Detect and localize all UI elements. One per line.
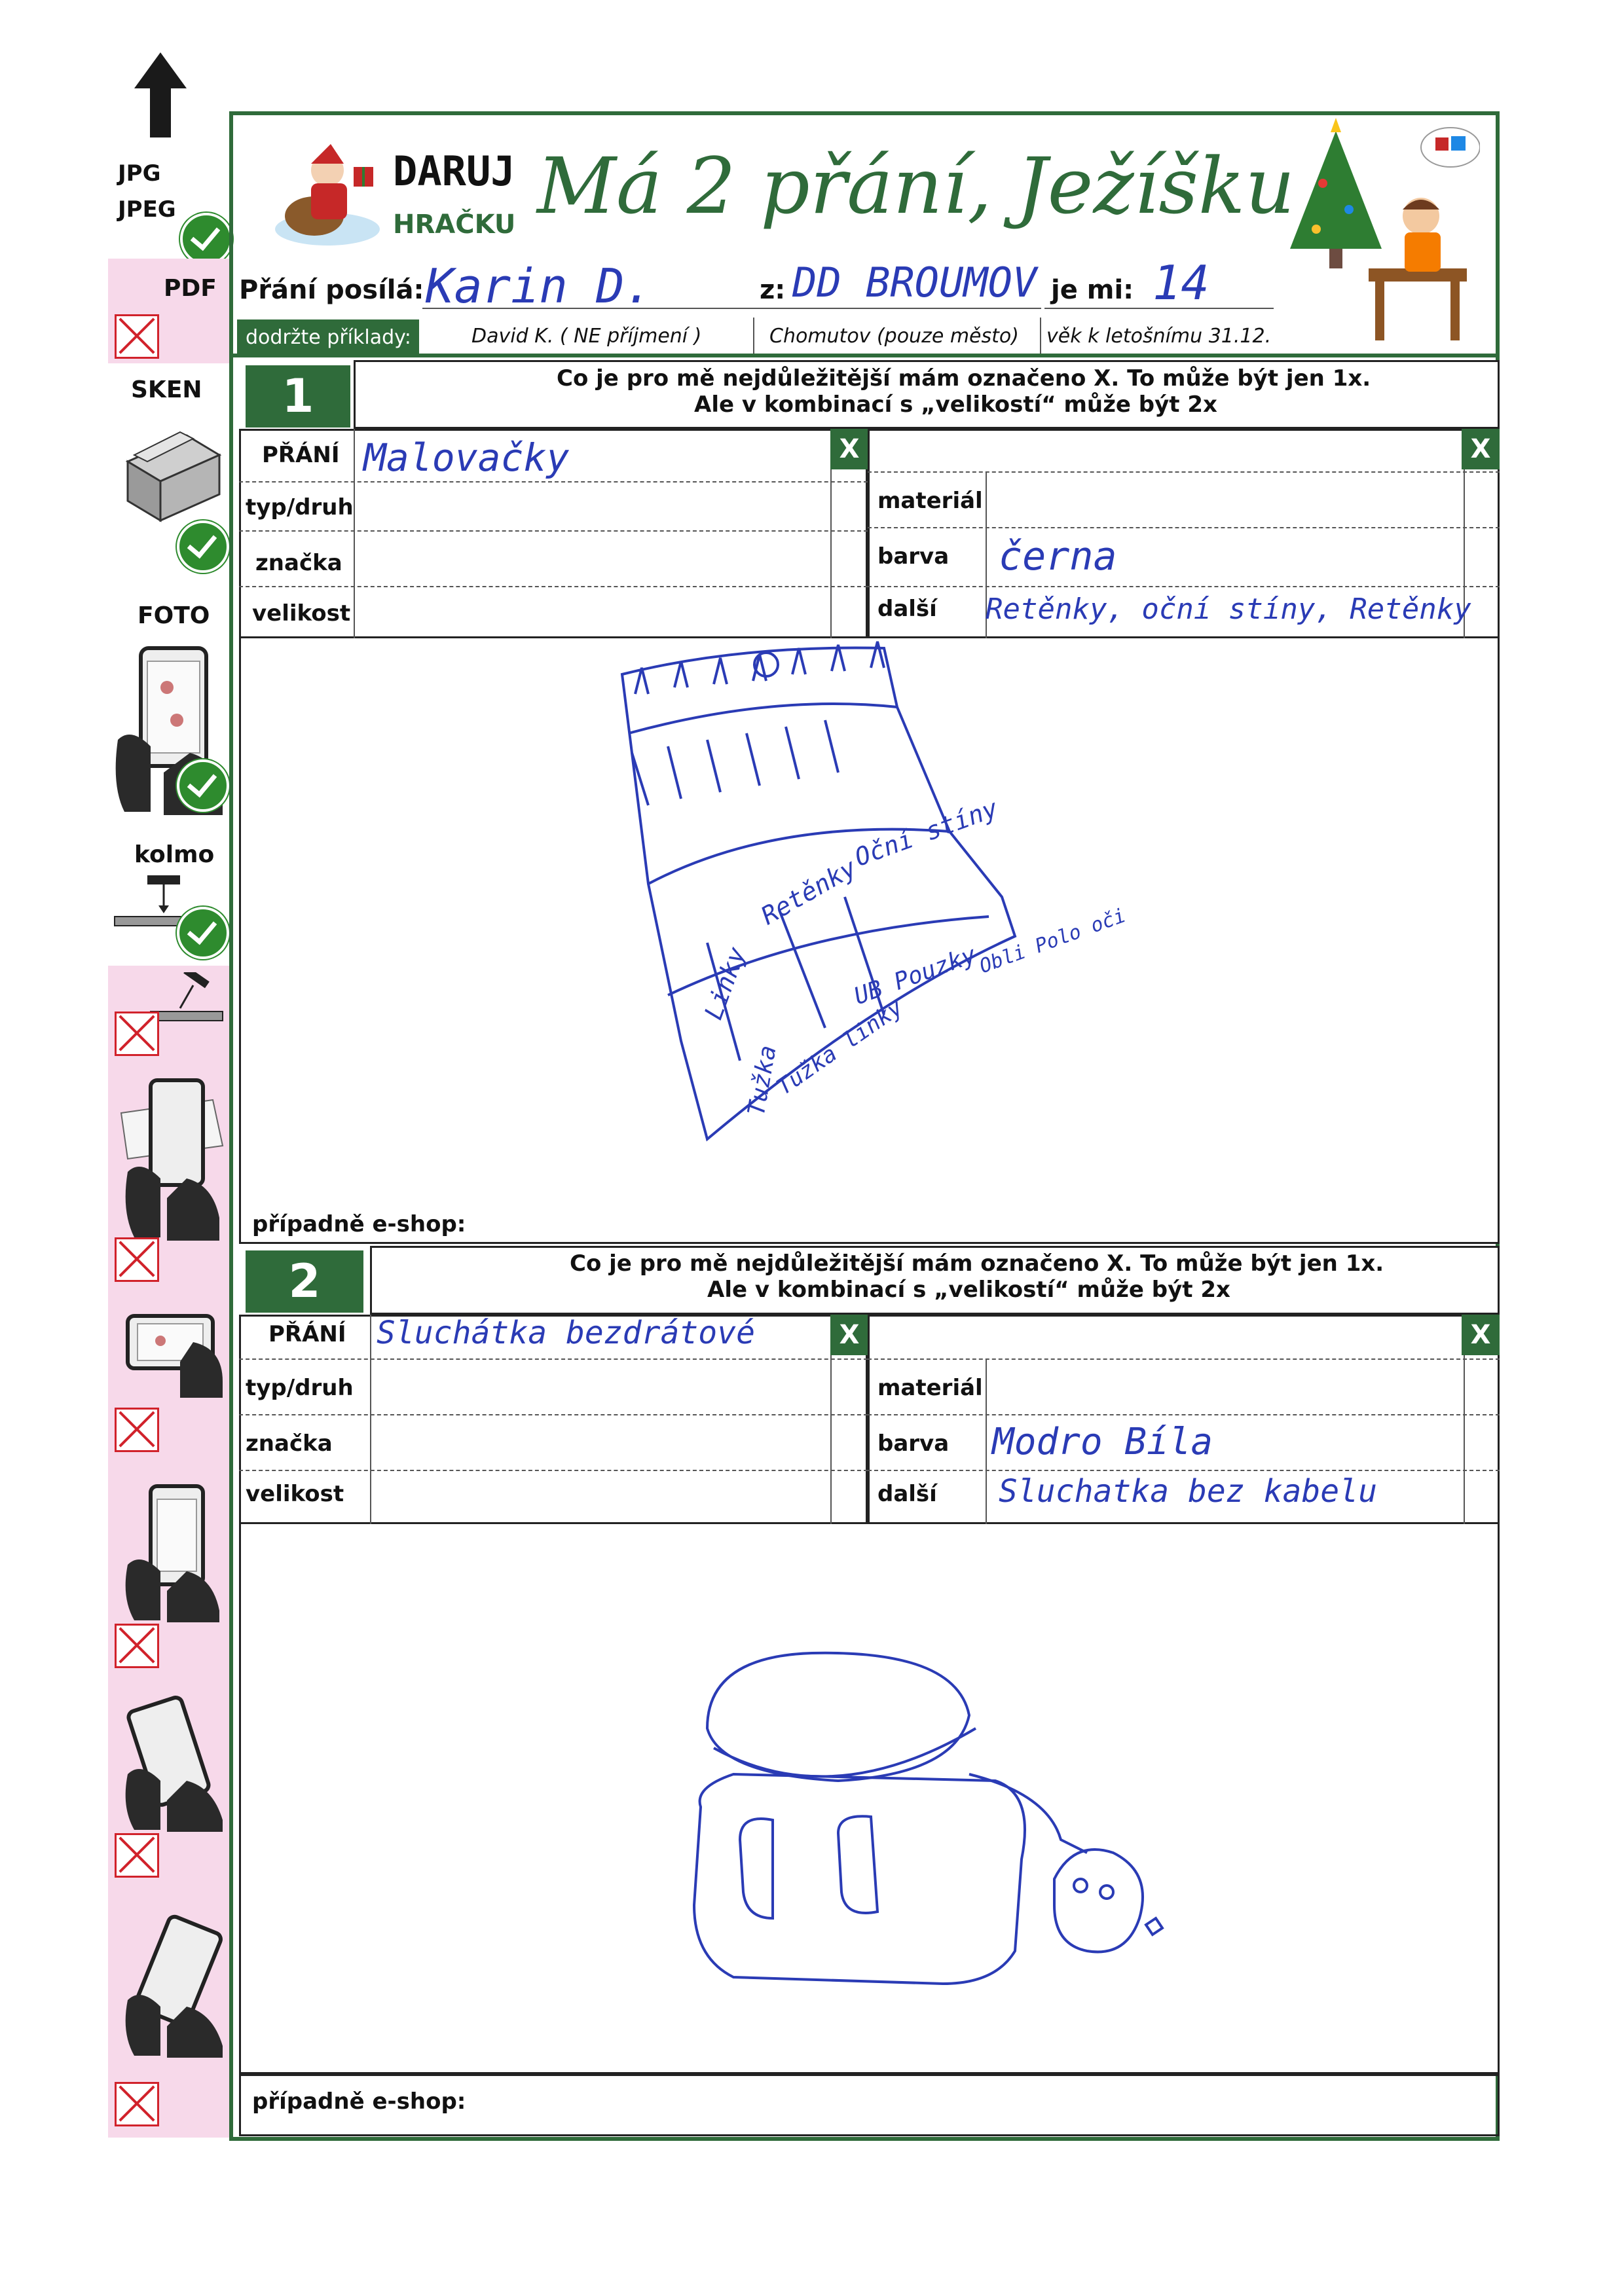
- cross-icon: [115, 1833, 159, 1878]
- sidebar-cell-hand-partial: [108, 1467, 231, 1677]
- eshop-box: [239, 2074, 1500, 2136]
- phone-landscape-icon: [115, 1303, 226, 1401]
- prani-label: PŘÁNÍ: [262, 442, 340, 468]
- sidebar-cell-sken: [108, 363, 231, 591]
- example-divider: [1040, 318, 1041, 354]
- check-icon: [177, 520, 229, 573]
- x-mark-right[interactable]: X: [1462, 429, 1500, 469]
- instruction-line1: Co je pro mě nejdůležitější mám označeno X. To může být jen 1x.: [570, 1250, 1384, 1277]
- material-label: materiál: [877, 488, 983, 514]
- znacka-label: značka: [246, 1430, 333, 1457]
- drawing-label: UB Pouzky: [850, 941, 980, 1011]
- sender-label: Přání posílá:: [239, 275, 424, 305]
- cross-icon: [115, 1624, 159, 1668]
- table-divider: [370, 1315, 371, 1524]
- phone-tilted-icon: [115, 1074, 226, 1244]
- x-mark-left[interactable]: X: [830, 429, 868, 469]
- dalsi-label: další: [877, 1481, 937, 1507]
- instruction-line2: Ale v kombinací s „velikostí“ může být 2x: [707, 1277, 1230, 1303]
- phone-partial-icon: [115, 1480, 226, 1624]
- scanner-icon: [115, 416, 226, 527]
- cross-icon: [115, 2082, 159, 2126]
- drawing-label: Tužka: [743, 1043, 782, 1118]
- instruction-line2: Ale v kombinací s „velikostí“ může být 2x: [694, 392, 1217, 418]
- drawing-label: Tužka linky: [771, 994, 908, 1101]
- cross-icon: [115, 1011, 159, 1056]
- table-divider: [986, 1358, 987, 1524]
- headphones-drawing: [681, 1643, 1179, 2016]
- dalsi-label: další: [877, 596, 937, 622]
- logo-line1: DARUJ: [393, 147, 515, 195]
- barva-label: barva: [877, 1430, 950, 1457]
- cross-icon: [115, 314, 159, 359]
- instruction-line1: Co je pro mě nejdůležitější mám označeno X. To může být jen 1x.: [557, 365, 1371, 392]
- example-age: věk k letošnímu 31.12.: [1046, 325, 1272, 348]
- row-divider: [239, 1470, 868, 1471]
- row-divider: [868, 1358, 1500, 1360]
- table-divider: [354, 429, 355, 638]
- eshop-label: případně e-shop:: [252, 2088, 466, 2115]
- wish-number: 2: [246, 1250, 363, 1313]
- phone-rotated-icon: [115, 1689, 226, 1833]
- sidebar-cell-hand-rotated-2: [108, 1889, 231, 2139]
- from-underline: [756, 308, 1041, 309]
- row-divider: [239, 1414, 868, 1415]
- eshop-label: případně e-shop:: [252, 1211, 466, 1237]
- foto-label: FOTO: [138, 602, 210, 629]
- phone-rotated-icon: [115, 1908, 226, 2059]
- sidebar-cell-foto: [108, 589, 231, 829]
- row-divider: [868, 586, 1500, 587]
- znacka-label: značka: [255, 550, 342, 576]
- age-label: je mi:: [1051, 275, 1134, 305]
- sender-value: Karin D.: [426, 259, 653, 314]
- material-label: materiál: [877, 1375, 983, 1401]
- sidebar-cell-hand-rotated: [108, 1676, 231, 1890]
- row-divider: [239, 530, 868, 532]
- page-title: Má 2 přání, Ježíšku: [537, 141, 1295, 231]
- check-icon: [177, 907, 229, 959]
- drawing-label: Obli Polo oči: [976, 903, 1129, 979]
- sidebar-cell-hand-landscape: [108, 1290, 231, 1468]
- dalsi-value-line1[interactable]: Retěnky, oční stíny, Retěnky: [986, 592, 1471, 626]
- from-value: DD BROUMOV: [792, 259, 1037, 306]
- sidebar-cell-kolmo: [108, 828, 231, 967]
- velikost-label: velikost: [252, 600, 351, 627]
- velikost-label: velikost: [246, 1481, 344, 1507]
- prani-label: PŘÁNÍ: [268, 1321, 346, 1347]
- drawing-label: Linky: [698, 943, 752, 1024]
- sidebar-cell-jpg: [108, 151, 231, 260]
- row-divider: [868, 1414, 1500, 1415]
- jpeg-label: JPEG: [118, 196, 176, 223]
- sken-label: SKEN: [131, 376, 202, 403]
- jpg-label: JPG: [118, 160, 161, 187]
- check-icon: [180, 213, 232, 265]
- row-divider: [868, 527, 1500, 528]
- example-city: Chomutov (pouze město): [769, 325, 1019, 348]
- header-bottom-rule: [233, 354, 1496, 357]
- kolmo-label: kolmo: [134, 841, 215, 868]
- row-divider: [239, 586, 868, 587]
- barva-value[interactable]: Modro Bíla: [992, 1421, 1213, 1463]
- angled-phone-icon: [147, 972, 226, 1031]
- example-name: David K. ( NE příjmení ): [471, 325, 702, 348]
- from-label: z:: [760, 275, 786, 305]
- wish-number: 1: [246, 365, 350, 428]
- santa-logo-icon: [268, 141, 386, 252]
- logo-line2: HRAČKU: [393, 210, 516, 240]
- typ-label: typ/druh: [246, 1375, 354, 1401]
- prani-value[interactable]: Sluchátka bezdrátové: [377, 1315, 755, 1351]
- typ-label: typ/druh: [246, 494, 354, 520]
- sidebar-cell-pdf: [108, 259, 231, 365]
- drawing-label: Oční stíny: [851, 793, 1002, 872]
- x-mark-left[interactable]: X: [830, 1315, 868, 1355]
- prani-value[interactable]: Malovačky: [363, 435, 570, 480]
- examples-label: dodržte příklady:: [246, 326, 411, 349]
- example-divider: [753, 318, 754, 354]
- sidebar-cell-hand-tilted: [108, 1061, 231, 1291]
- row-divider: [239, 481, 868, 483]
- x-mark-right[interactable]: X: [1462, 1315, 1500, 1355]
- dalsi-value[interactable]: Sluchatka bez kabelu: [999, 1473, 1377, 1510]
- age-value: 14: [1153, 255, 1209, 310]
- christmas-tree-child-icon: [1264, 118, 1480, 354]
- row-divider: [868, 471, 1500, 473]
- sender-underline: [422, 308, 756, 309]
- makeup-palette-drawing: [609, 635, 1100, 1152]
- check-icon: [177, 759, 229, 812]
- pdf-label: PDF: [164, 275, 217, 302]
- row-divider: [868, 1470, 1500, 1471]
- arrow-up-icon: [134, 52, 187, 137]
- drawing-label: Retěnky: [756, 852, 862, 931]
- row-divider: [239, 1358, 868, 1360]
- barva-label: barva: [877, 543, 950, 570]
- cross-icon: [115, 1237, 159, 1282]
- barva-value[interactable]: černa: [999, 534, 1117, 579]
- cross-icon: [115, 1408, 159, 1452]
- sidebar-cell-angled: [108, 966, 231, 1062]
- age-underline: [1044, 308, 1274, 309]
